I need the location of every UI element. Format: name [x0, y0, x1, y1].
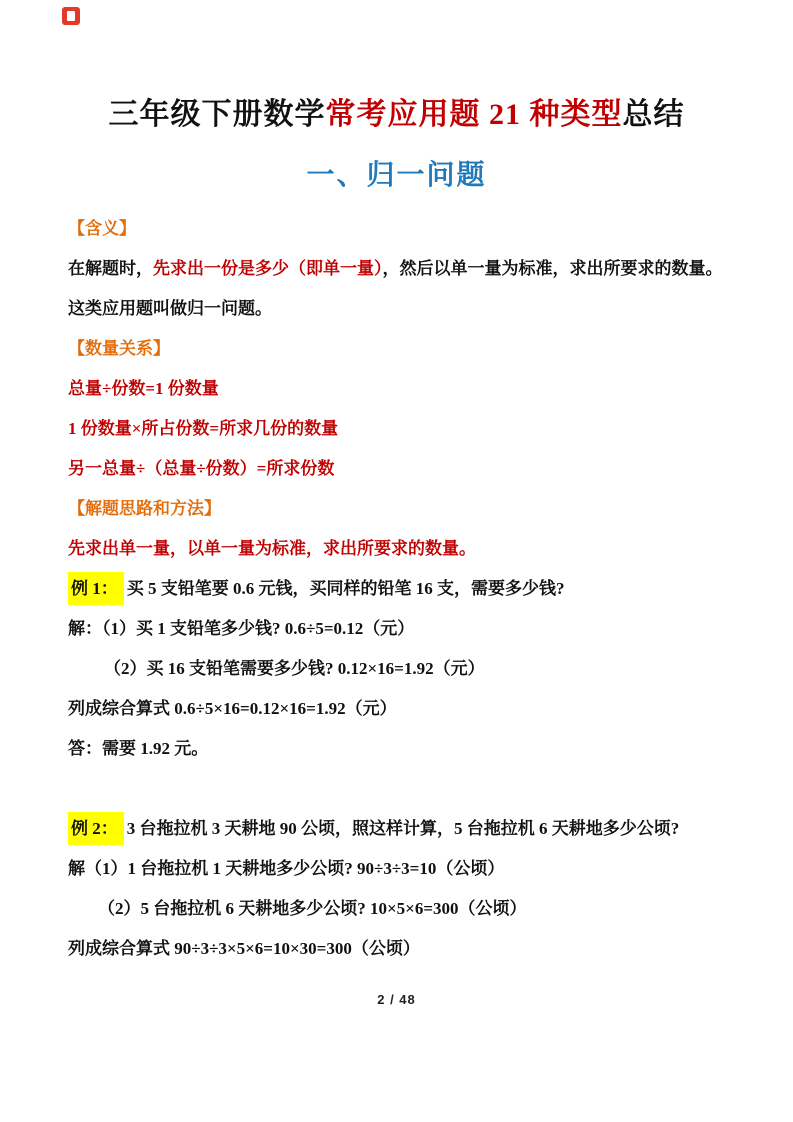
page-title — [0, 0, 793, 138]
example2-label-highlight: 例 2： — [68, 812, 124, 845]
meaning-line-2: 这类应用题叫做归一问题。 — [68, 299, 272, 318]
example1-question: 买 5 支铅笔要 0.6 元钱，买同样的铅笔 16 支，需要多少钱? — [126, 579, 565, 598]
relations-header: 【数量关系】 — [68, 339, 170, 358]
section-heading: 一、归一问题 — [306, 160, 487, 191]
page-sheet-glyph — [67, 11, 75, 21]
method-header: 【解题思路和方法】 — [68, 499, 221, 518]
example2-step-2: （2）5 台拖拉机 6 天耕地多少公顷? 10×5×6=300（公顷） — [98, 899, 527, 918]
page-number: 2 / 48 — [377, 992, 416, 1007]
example1-answer: 答：需要 1.92 元。 — [68, 739, 209, 758]
title-segment-red: 常考应用题 21 种类型 — [325, 98, 623, 131]
example2-question-line — [68, 809, 729, 849]
document-body — [68, 209, 729, 969]
example1-question-line — [68, 569, 729, 609]
formula-line: 总量÷份数=1 份数量 — [68, 379, 219, 398]
formula-line: 1 份数量×所占份数=所求几份的数量 — [68, 419, 339, 438]
title-segment-black-1: 三年级下册数学 — [108, 98, 326, 131]
meaning-line-1 — [68, 249, 729, 289]
example1-step-1: 解：（1）买 1 支铅笔多少钱? 0.6÷5=0.12（元） — [68, 619, 415, 638]
example1-label-highlight: 例 1： — [68, 572, 124, 605]
method-line: 先求出单一量，以单一量为标准，求出所要求的数量。 — [68, 539, 476, 558]
example2-combined-expression: 列成综合算式 90÷3÷3×5×6=10×30=300（公顷） — [68, 939, 420, 958]
formula-line: 另一总量÷（总量÷份数）=所求份数 — [68, 459, 335, 478]
title-segment-black-2: 总结 — [622, 98, 685, 131]
meaning-header: 【含义】 — [68, 219, 136, 238]
example2-question: 3 台拖拉机 3 天耕地 90 公顷，照这样计算，5 台拖拉机 6 天耕地多少公顷? — [126, 819, 680, 838]
example2-step-1: 解（1）1 台拖拉机 1 天耕地多少公顷? 90÷3÷3=10（公顷） — [68, 859, 505, 878]
meaning-line-1-red: 先求出一份是多少（即单一量） — [153, 259, 383, 278]
example1-combined-expression: 列成综合算式 0.6÷5×16=0.12×16=1.92（元） — [68, 699, 397, 718]
example1-step-2: （2）买 16 支铅笔需要多少钱? 0.12×16=1.92（元） — [104, 659, 485, 678]
meaning-line-1-post: ，然后以单一量为标准，求出所要求的数量。 — [382, 259, 723, 278]
meaning-line-1-pre: 在解题时， — [68, 259, 153, 278]
red-page-logo-icon — [62, 7, 80, 25]
